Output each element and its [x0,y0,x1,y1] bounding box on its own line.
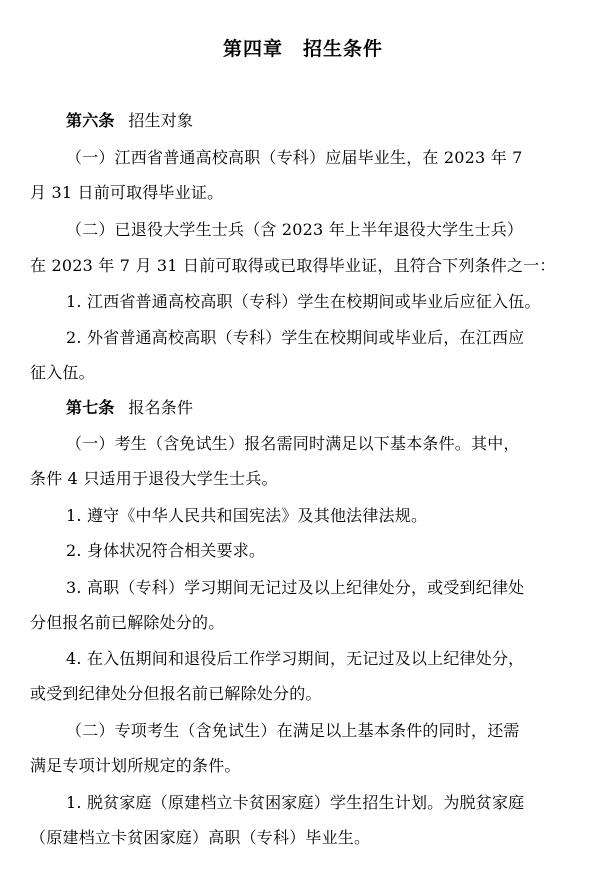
article-7-paragraph-2-line-1: （二）专项考生（含免试生）在满足以上基本条件的同时，还需 [66,721,520,740]
article-6-heading [66,110,606,132]
article-7-condition-3-line-2: 分但报名前已解除处分的。 [30,613,225,632]
article-7-paragraph-2-line-2: 满足专项计划所规定的条件。 [30,756,241,775]
article-7-number: 第七条 [66,398,115,417]
article-6-paragraph-1-line-2: 月 31 日前可取得毕业证。 [30,183,224,202]
article-7-condition-2: 2. 身体状况符合相关要求。 [66,541,266,560]
article-6-title: 招生对象 [128,111,194,130]
article-6-paragraph-2-line-1: （二）已退役大学生士兵（含 2023 年上半年退役大学生士兵） [66,220,524,239]
article-7-special-plan-1-line-1: 1. 脱贫家庭（原建档立卡贫困家庭）学生招生计划。为脱贫家庭 [66,793,525,812]
article-6-number: 第六条 [66,111,115,130]
article-6-paragraph-2-line-2: 在 2023 年 7 月 31 日前可取得或已取得毕业证，且符合下列条件之一： [30,256,556,275]
article-7-condition-4-line-1: 4. 在入伍期间和退役后工作学习期间，无记过及以上纪律处分， [66,649,525,668]
article-6-condition-2-line-1: 2. 外省普通高校高职（专科）学生在校期间或毕业后，在江西应 [66,328,525,347]
article-6-condition-2-line-2: 征入伍。 [30,363,95,382]
article-7-title: 报名条件 [128,398,194,417]
article-7-condition-3-line-1: 3. 高职（专科）学习期间无记过及以上纪律处分，或受到纪律处 [66,578,525,597]
article-6-condition-1: 1. 江西省普通高校高职（专科）学生在校期间或毕业后应征入伍。 [66,292,541,311]
article-7-heading [66,397,606,419]
article-7-condition-1: 1. 遵守《中华人民共和国宪法》及其他法律法规。 [66,506,428,525]
article-7-condition-4-line-2: 或受到纪律处分但报名前已解除处分的。 [30,684,322,703]
article-7-paragraph-1-line-1: （一）考生（含免试生）报名需同时满足以下基本条件。其中， [66,434,520,453]
article-7-paragraph-1-line-2: 条件 4 只适用于退役大学生士兵。 [30,469,278,488]
article-7-special-plan-1-line-2: （原建档立卡贫困家庭）高职（专科）毕业生。 [30,828,371,847]
article-6-paragraph-1-line-1: （一）江西省普通高校高职（专科）应届毕业生，在 2023 年 7 [66,148,523,167]
chapter-title: 第四章 招生条件 [222,38,383,60]
